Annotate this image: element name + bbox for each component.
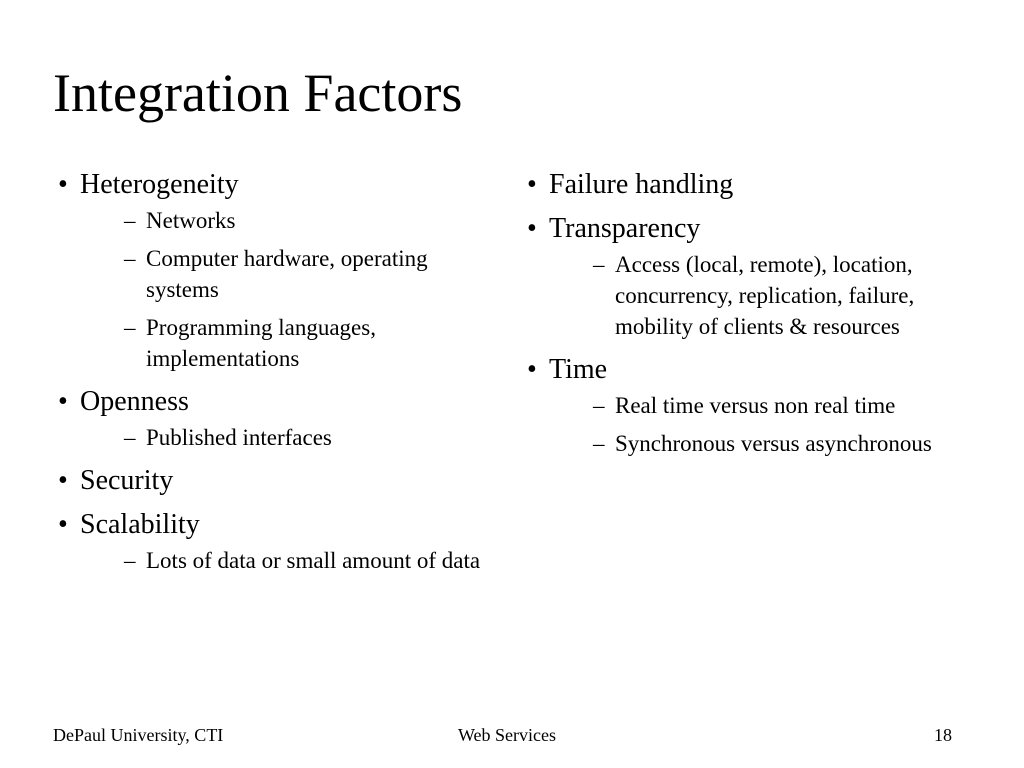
sub-item xyxy=(80,243,488,305)
bullet-item xyxy=(527,168,977,201)
sub-dash: – xyxy=(593,393,605,418)
sub-item xyxy=(80,545,488,576)
bullet-label: Transparency xyxy=(549,213,701,244)
sub-label: Real time versus non real time xyxy=(615,393,896,418)
sub-list xyxy=(80,545,488,576)
bullet-dot: • xyxy=(527,169,537,200)
sub-item xyxy=(549,390,977,421)
footer-institution: DePaul University, CTI xyxy=(53,725,224,745)
sub-dash: – xyxy=(124,548,136,573)
sub-dash: – xyxy=(124,208,136,233)
bullet-label: Security xyxy=(80,465,174,496)
sub-item xyxy=(549,249,977,342)
bullet-dot: • xyxy=(527,354,537,385)
bullet-label: Time xyxy=(549,354,608,385)
sub-label: Networks xyxy=(146,208,236,233)
sub-dash: – xyxy=(124,315,136,340)
sub-label: Programming languages, implementations xyxy=(146,315,376,371)
bullet-dot: • xyxy=(58,465,68,496)
sub-list xyxy=(549,249,977,342)
sub-label: Synchronous versus asynchronous xyxy=(615,431,932,456)
bullet-dot: • xyxy=(58,386,68,417)
sub-list xyxy=(549,390,977,459)
bullet-label: Openness xyxy=(80,386,189,417)
bullet-item xyxy=(58,385,488,453)
sub-item xyxy=(80,312,488,374)
sub-dash: – xyxy=(593,252,605,277)
sub-dash: – xyxy=(593,431,605,456)
bullet-item xyxy=(527,353,977,459)
sub-dash: – xyxy=(124,246,136,271)
bullet-item xyxy=(58,464,488,497)
left-column xyxy=(58,168,488,587)
sub-label: Lots of data or small amount of data xyxy=(146,548,481,573)
bullet-dot: • xyxy=(527,213,537,244)
sub-label: Access (local, remote), location, concurrency, replication, failure, mobility of clients & resources xyxy=(615,252,915,339)
bullet-label: Failure handling xyxy=(549,169,734,200)
bullet-item xyxy=(58,508,488,576)
sub-item xyxy=(80,205,488,236)
bullet-label: Scalability xyxy=(80,509,200,540)
sub-list xyxy=(80,422,488,453)
sub-item xyxy=(549,428,977,459)
right-column xyxy=(527,168,977,470)
sub-item xyxy=(80,422,488,453)
footer-page-number: 18 xyxy=(934,725,952,745)
bullet-dot: • xyxy=(58,169,68,200)
sub-label: Published interfaces xyxy=(146,425,332,450)
sub-label: Computer hardware, operating systems xyxy=(146,246,428,302)
sub-list xyxy=(80,205,488,374)
bullet-item xyxy=(527,212,977,342)
sub-dash: – xyxy=(124,425,136,450)
bullet-item xyxy=(58,168,488,374)
footer-course-title: Web Services xyxy=(458,725,557,745)
bullet-label: Heterogeneity xyxy=(80,169,239,200)
slide-title: Integration Factors xyxy=(53,63,463,123)
bullet-dot: • xyxy=(58,509,68,540)
